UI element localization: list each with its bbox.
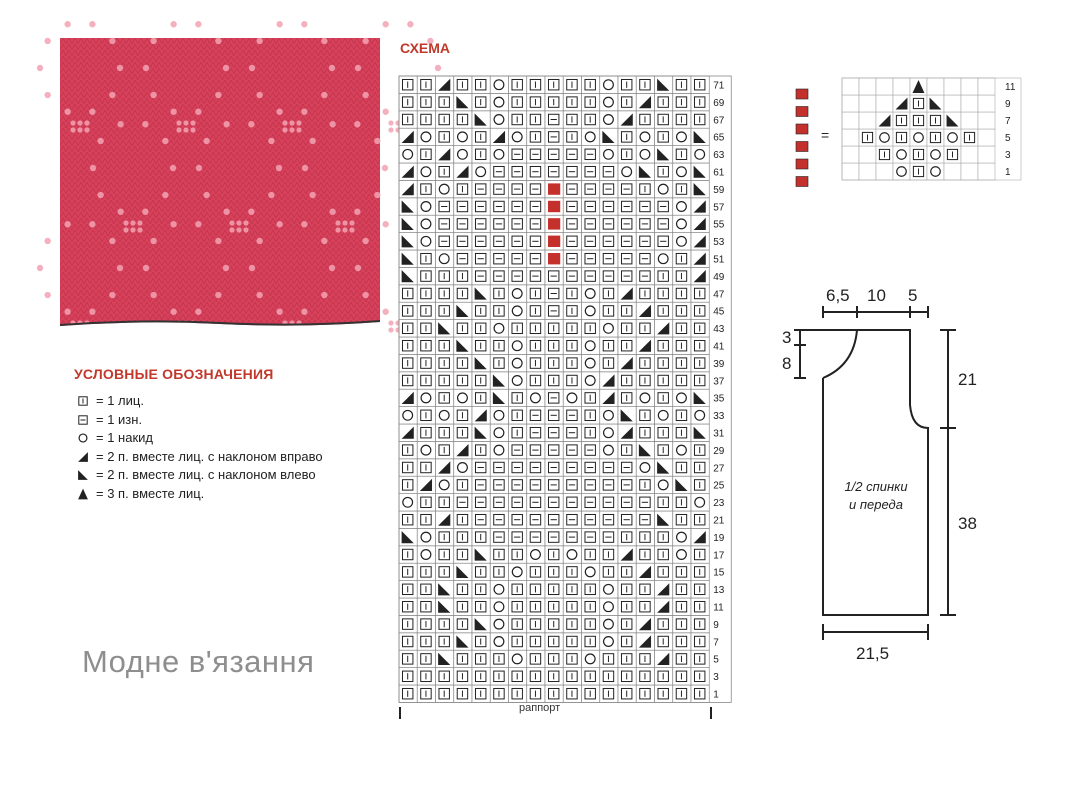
small-row-number: 7 bbox=[1005, 116, 1011, 128]
legend-text: = 1 изн. bbox=[96, 411, 143, 427]
row-number: 65 bbox=[713, 132, 725, 144]
legend-text: = 2 п. вместе лиц. с наклоном вправо bbox=[96, 448, 323, 464]
schema-title: СХЕМА bbox=[400, 40, 451, 56]
row-number: 55 bbox=[713, 219, 725, 231]
row-number: 53 bbox=[713, 237, 725, 249]
row-number: 23 bbox=[713, 498, 725, 510]
row-number: 3 bbox=[713, 672, 719, 684]
row-number: 11 bbox=[713, 602, 724, 614]
row-number: 9 bbox=[713, 619, 719, 631]
small-row-number: 3 bbox=[1005, 150, 1011, 162]
row-number: 45 bbox=[713, 306, 725, 318]
row-number: 71 bbox=[713, 80, 725, 92]
small-row-number: 9 bbox=[1005, 99, 1011, 111]
brand-watermark: Модне в'язання bbox=[82, 644, 315, 679]
row-number: 63 bbox=[713, 150, 725, 162]
width-shoulder-right: 5 bbox=[908, 286, 918, 305]
row-number: 67 bbox=[713, 115, 725, 127]
row-number: 25 bbox=[713, 480, 725, 492]
row-number: 61 bbox=[713, 167, 725, 179]
row-number: 69 bbox=[713, 97, 725, 109]
small-row-number: 1 bbox=[1005, 167, 1011, 179]
row-number: 51 bbox=[713, 254, 725, 266]
height-neck-top: 3 bbox=[782, 328, 792, 347]
row-number: 57 bbox=[713, 202, 725, 214]
neckline bbox=[823, 330, 857, 378]
row-number: 29 bbox=[713, 445, 725, 457]
garment-label-line1: 1/2 спинки bbox=[844, 479, 908, 494]
row-number: 21 bbox=[713, 515, 725, 527]
row-number: 5 bbox=[713, 654, 719, 666]
garment-outline bbox=[823, 330, 928, 615]
legend-text: = 3 п. вместе лиц. bbox=[96, 485, 205, 501]
garment-label-line2: и переда bbox=[849, 497, 903, 512]
row-number: 33 bbox=[713, 411, 725, 423]
row-number: 15 bbox=[713, 567, 725, 579]
small-row-number: 5 bbox=[1005, 133, 1011, 145]
row-number: 27 bbox=[713, 463, 725, 475]
rapport-label: раппорт bbox=[519, 702, 561, 714]
height-neck-depth: 8 bbox=[782, 354, 792, 373]
width-bottom: 21,5 bbox=[856, 644, 890, 663]
row-number: 37 bbox=[713, 376, 725, 388]
small-row-number: 11 bbox=[1005, 82, 1016, 94]
row-number: 43 bbox=[713, 324, 725, 336]
garment-label bbox=[826, 478, 926, 514]
row-number: 41 bbox=[713, 341, 725, 353]
row-number: 1 bbox=[713, 689, 719, 701]
row-number: 39 bbox=[713, 358, 725, 370]
legend-text: = 1 лиц. bbox=[96, 393, 144, 408]
row-number: 7 bbox=[713, 637, 719, 649]
height-armhole: 21 bbox=[958, 370, 977, 389]
legend-text: = 1 накид bbox=[96, 430, 153, 445]
equals-sign: = bbox=[821, 127, 830, 143]
row-number: 59 bbox=[713, 184, 725, 196]
legend-title: УСЛОВНЫЕ ОБОЗНАЧЕНИЯ bbox=[74, 366, 274, 382]
height-body: 38 bbox=[958, 514, 977, 533]
row-number: 31 bbox=[713, 428, 725, 440]
row-number: 35 bbox=[713, 393, 725, 405]
width-neck: 10 bbox=[867, 286, 886, 305]
row-number: 47 bbox=[713, 289, 725, 301]
legend-text: = 2 п. вместе лиц. с наклоном влево bbox=[96, 467, 316, 482]
row-number: 19 bbox=[713, 532, 725, 544]
width-shoulder-left: 6,5 bbox=[826, 286, 850, 305]
row-number: 17 bbox=[713, 550, 725, 562]
row-number: 49 bbox=[713, 271, 725, 283]
row-number: 13 bbox=[713, 585, 725, 597]
